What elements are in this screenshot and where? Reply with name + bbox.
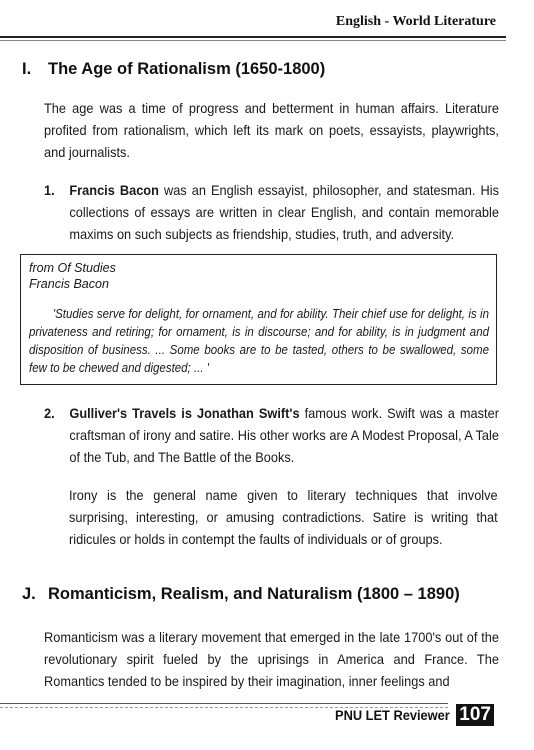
irony-paragraph: Irony is the general name given to literary techniques that involve surprising, interesting, or amusing contradictions. Satire is writing that ridicules or holds in contempt the faults of individuals or of groups. <box>69 488 498 547</box>
list-number: 2. <box>44 406 55 421</box>
quote-text <box>29 305 489 377</box>
quote-body: 'Studies serve for delight, for ornament, and for ability. Their chief use for delight, is in privateness and retiring; for ornament, is in discourse; and for ability, is in judgment and disposition of business. ... Some books are to be tasted, others to be swallowed, some few to be chewed and digested; ... ' <box>29 307 490 375</box>
list-item <box>44 403 499 469</box>
list-body <box>69 180 499 246</box>
section-title: Romanticism, Realism, and Naturalism (1800 – 1890) <box>48 585 460 603</box>
header-rule-thin <box>0 40 506 41</box>
list-lead: Francis Bacon <box>69 183 159 198</box>
list-text: famous work. Swift was a master craftsman of irony and satire. His other works are A Modest Proposal, A Tale of the Tub, and The Battle of the Books. <box>69 406 499 465</box>
list-number: 1. <box>44 183 55 198</box>
header-rule <box>0 36 506 38</box>
footer-label: PNU LET Reviewer <box>334 707 450 723</box>
section-title: The Age of Rationalism (1650-1800) <box>48 60 326 78</box>
footer <box>332 704 495 726</box>
page-number: 107 <box>456 704 494 726</box>
section-letter: I. <box>22 60 32 78</box>
quote-source-title: from Of Studies <box>29 261 116 275</box>
quote-source <box>29 260 116 292</box>
quote-source-author: Francis Bacon <box>29 277 109 291</box>
intro-paragraph: The age was a time of progress and betterment in human affairs. Literature profited from rationalism, which left its mark on poets, essayists, playwrights, and journalists. <box>44 101 499 160</box>
section-heading-j <box>22 585 460 604</box>
quote-box <box>20 254 497 385</box>
list-item <box>44 180 499 246</box>
list-text: was an English essayist, philosopher, and statesman. His collections of essays are written in clear English, and contain memorable maxims on such subjects as friendship, studies, truth, and adversity. <box>69 183 499 242</box>
romanticism-paragraph: Romanticism was a literary movement that emerged in the late 1700's out of the revolutionary spirit fueled by the uprisings in America and France. The Romantics tended to be inspired by their imagination, inner feelings and <box>44 630 499 689</box>
list-lead: Gulliver's Travels is Jonathan Swift's <box>69 406 300 421</box>
list-body <box>69 403 499 469</box>
section-letter: J. <box>22 585 36 603</box>
section-heading-i <box>22 60 325 79</box>
running-head: English - World Literature <box>335 14 496 29</box>
